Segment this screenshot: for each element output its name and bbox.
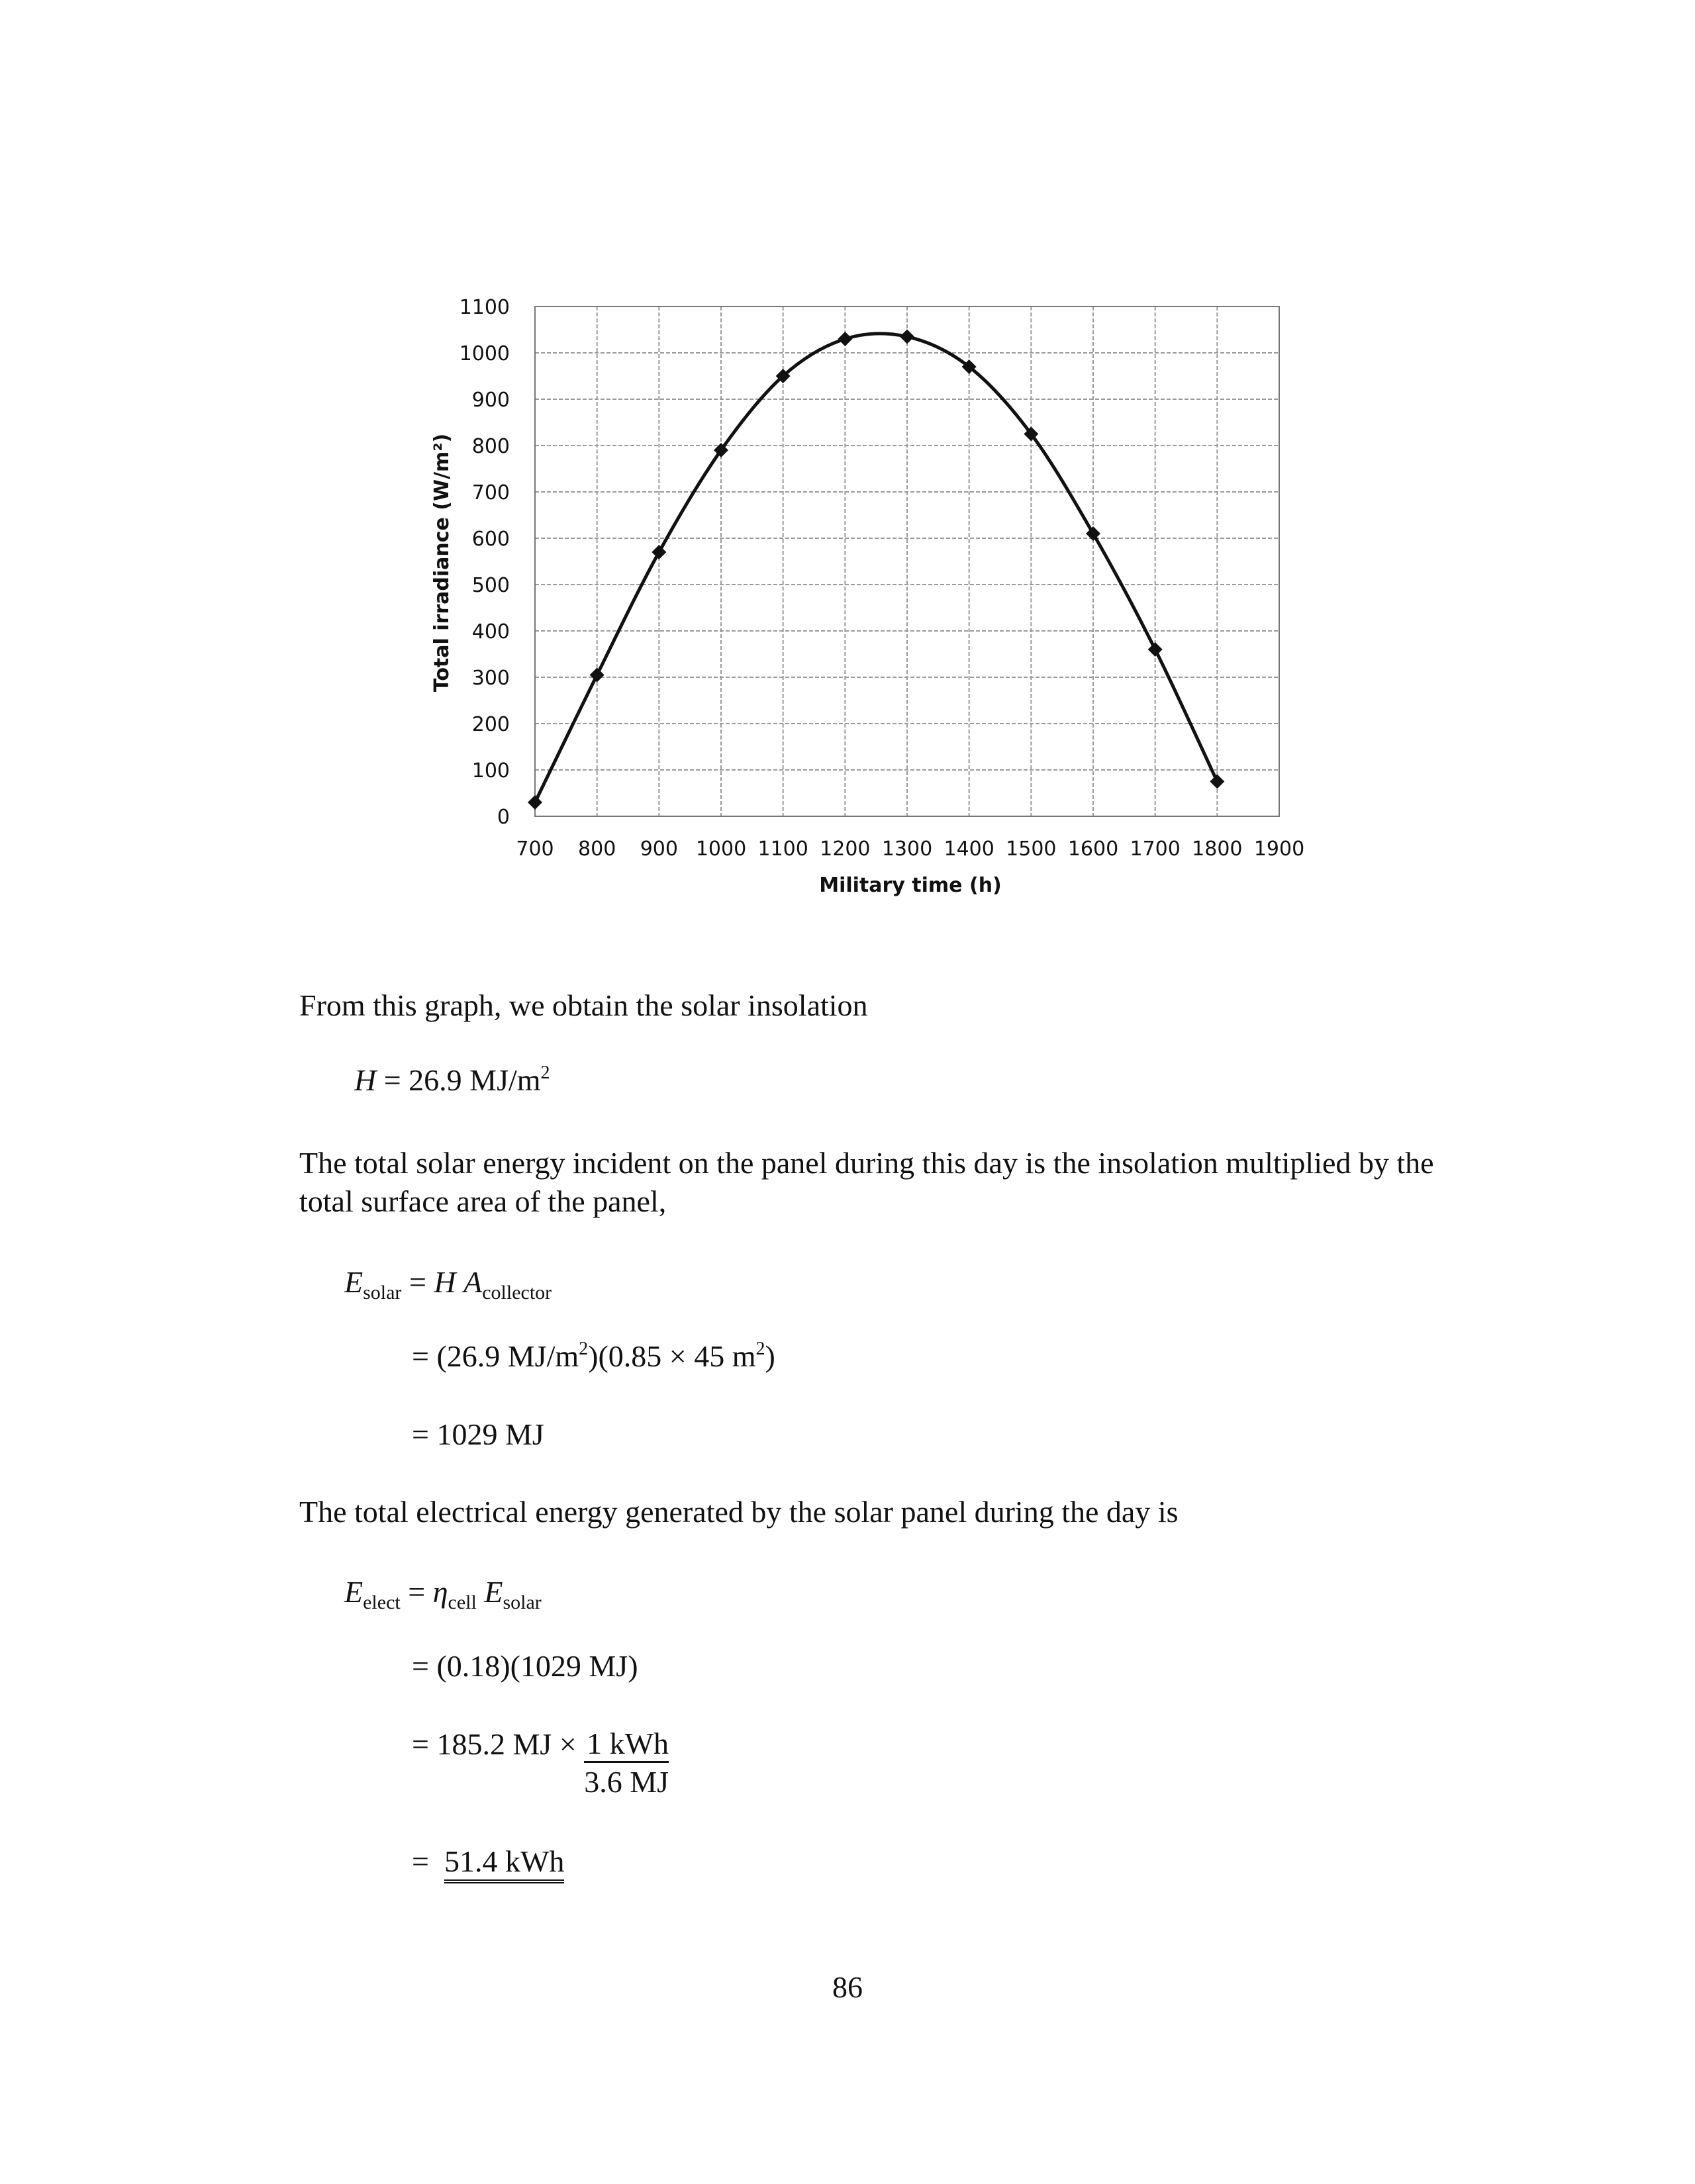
- equation-final-result: [412, 1844, 564, 1879]
- y-tick-label: 700: [471, 481, 510, 504]
- paragraph-1: From this graph, we obtain the solar insolation: [299, 988, 868, 1022]
- plot-frame: [535, 307, 1279, 816]
- f3-fraction: [584, 1727, 669, 1801]
- f1-e2: E: [484, 1575, 503, 1609]
- e2-part-c: ): [765, 1339, 775, 1373]
- equation-eelect-step3: [412, 1727, 669, 1801]
- e1-e: E: [344, 1265, 363, 1299]
- x-tick-labels: [516, 837, 1304, 861]
- y-tick-label: 100: [471, 759, 510, 783]
- e1-e-sub: solar: [363, 1282, 402, 1304]
- x-tick-label: 1900: [1253, 837, 1305, 861]
- irradiance-chart: [0, 0, 1695, 927]
- e1-h: H: [434, 1265, 456, 1299]
- y-tick-label: 400: [471, 620, 510, 643]
- y-tick-label: 200: [471, 713, 510, 736]
- f1-eta: η: [432, 1575, 448, 1609]
- data-point-marker: [838, 332, 852, 346]
- paragraph-2: The total solar energy incident on the panel during this day is the insolation multiplied by the total surface area of the panel,: [299, 1146, 1434, 1218]
- e1-equals: =: [409, 1265, 426, 1299]
- y-tick-label: 900: [471, 389, 510, 412]
- y-tick-label: 600: [471, 528, 510, 551]
- series-markers: [528, 330, 1224, 810]
- equation-esolar: [344, 1264, 552, 1304]
- equation-eelect: [344, 1574, 542, 1614]
- eq-h-sup: 2: [540, 1063, 550, 1083]
- x-tick-label: 1600: [1067, 837, 1119, 861]
- x-tick-label: 1300: [881, 837, 933, 861]
- x-tick-label: 1200: [820, 837, 871, 861]
- e2-part-a: = (26.9 MJ/m: [412, 1339, 579, 1373]
- y-tick-label: 500: [471, 574, 510, 597]
- y-tick-labels: [460, 296, 510, 829]
- x-tick-label: 900: [640, 837, 678, 861]
- x-tick-label: 800: [578, 837, 616, 861]
- x-tick-label: 1700: [1130, 837, 1181, 861]
- eq-h-symbol: H: [354, 1063, 377, 1097]
- e2-sup2: 2: [755, 1339, 765, 1359]
- e2-sup1: 2: [579, 1339, 589, 1359]
- data-point-marker: [652, 545, 666, 559]
- x-tick-label: 1800: [1192, 837, 1243, 861]
- x-tick-label: 1000: [695, 837, 747, 861]
- x-tick-label: 1400: [944, 837, 994, 861]
- equation-eelect-step2: = (0.18)(1029 MJ): [412, 1649, 638, 1683]
- data-point-marker: [1210, 775, 1224, 789]
- y-tick-label: 1100: [459, 296, 510, 319]
- data-point-marker: [590, 668, 605, 683]
- chart-grid: [535, 307, 1279, 816]
- f1-e: E: [344, 1575, 363, 1609]
- final-answer: 51.4 kWh: [444, 1844, 564, 1883]
- x-tick-label: 1500: [1006, 837, 1057, 861]
- data-point-marker: [1148, 642, 1163, 657]
- y-tick-label: 1000: [459, 342, 510, 365]
- f1-equals: =: [408, 1575, 426, 1609]
- equation-insolation: [354, 1063, 550, 1098]
- f1-eta-sub: cell: [448, 1591, 477, 1613]
- equation-esolar-result: = 1029 MJ: [412, 1417, 544, 1451]
- f1-e-sub: elect: [363, 1591, 401, 1613]
- data-point-marker: [900, 330, 914, 344]
- f3-numerator: 1 kWh: [584, 1727, 669, 1763]
- e2-part-b: )(0.85 × 45 m: [588, 1339, 756, 1373]
- x-tick-label: 1100: [757, 837, 808, 861]
- page-number: 86: [832, 1970, 863, 2004]
- e1-a: A: [463, 1265, 483, 1299]
- y-tick-label: 0: [497, 806, 510, 829]
- eq-h-value: = 26.9 MJ/m: [383, 1063, 541, 1097]
- y-tick-label: 300: [471, 667, 510, 690]
- series-line: [535, 334, 1217, 802]
- x-tick-label: 700: [516, 837, 554, 861]
- paragraph-3: The total electrical energy generated by the solar panel during the day is: [299, 1495, 1179, 1529]
- y-tick-label: 800: [471, 435, 510, 458]
- x-axis-label: Military time (h): [819, 874, 1002, 897]
- data-point-marker: [528, 795, 542, 810]
- f4-equals: =: [412, 1844, 429, 1878]
- y-axis-label: Total irradiance (W/m²): [430, 433, 454, 692]
- equation-esolar-step2: [412, 1339, 775, 1374]
- f3-lhs: = 185.2 MJ ×: [412, 1727, 577, 1761]
- f3-denominator: 3.6 MJ: [584, 1765, 669, 1799]
- e1-a-sub: collector: [482, 1282, 552, 1304]
- f1-e2-sub: solar: [503, 1591, 542, 1613]
